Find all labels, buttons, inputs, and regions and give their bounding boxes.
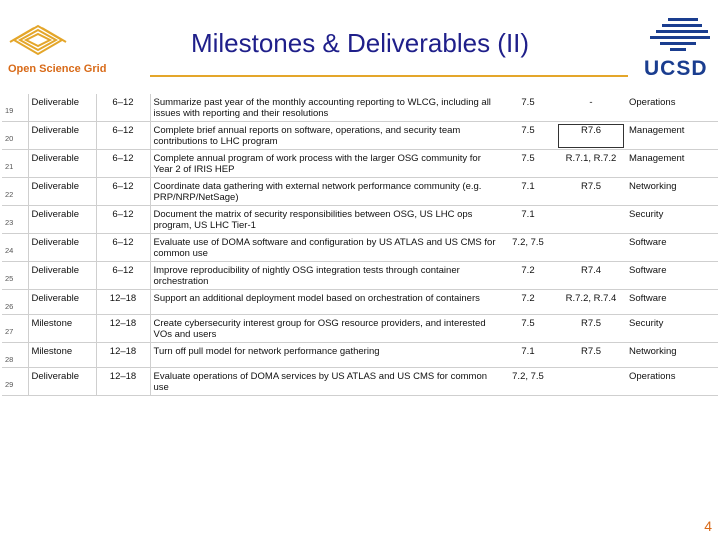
table-row: [2, 94, 718, 122]
page-title: Milestones & Deliverables (II): [190, 28, 530, 58]
row-date: 6–12: [96, 234, 150, 262]
row-requirement: R.7.1, R.7.2: [556, 150, 626, 178]
row-requirement: R7.6: [556, 122, 626, 150]
row-type: Deliverable: [28, 122, 96, 150]
ucsd-emblem-icon: [640, 14, 716, 58]
row-description: Evaluate operations of DOMA services by US ATLAS and US CMS for common use: [150, 368, 500, 396]
row-reference: 7.5: [500, 150, 556, 178]
row-description: Coordinate data gathering with external network performance community (e.g. PRP/NRP/NetSage): [150, 178, 500, 206]
row-reference: 7.5: [500, 94, 556, 122]
row-type: Deliverable: [28, 290, 96, 315]
table-row: [2, 368, 718, 396]
row-reference: 7.2, 7.5: [500, 234, 556, 262]
row-requirement: R7.5: [556, 343, 626, 368]
row-reference: 7.1: [500, 206, 556, 234]
row-description: Improve reproducibility of nightly OSG integration tests through container orchestration: [150, 262, 500, 290]
row-area: Software: [626, 262, 718, 290]
title-divider: [150, 75, 628, 77]
row-date: 6–12: [96, 206, 150, 234]
row-reference: 7.2: [500, 290, 556, 315]
table-row: [2, 234, 718, 262]
row-date: 12–18: [96, 368, 150, 396]
row-type: Deliverable: [28, 234, 96, 262]
row-area: Security: [626, 206, 718, 234]
row-reference: 7.2: [500, 262, 556, 290]
row-date: 12–18: [96, 343, 150, 368]
row-requirement: R7.5: [556, 178, 626, 206]
row-type: Deliverable: [28, 368, 96, 396]
milestones-table: [2, 94, 718, 396]
row-type: Deliverable: [28, 206, 96, 234]
row-area: Management: [626, 122, 718, 150]
row-type: Milestone: [28, 343, 96, 368]
row-description: Complete annual program of work process with the larger OSG community for Year 2 of IRIS HEP: [150, 150, 500, 178]
row-area: Operations: [626, 368, 718, 396]
row-number: 24: [2, 234, 28, 262]
row-reference: 7.1: [500, 343, 556, 368]
table-row: [2, 178, 718, 206]
osg-logo-text: Open Science Grid: [8, 63, 107, 75]
row-date: 6–12: [96, 178, 150, 206]
row-date: 12–18: [96, 290, 150, 315]
table-row: [2, 150, 718, 178]
row-type: Deliverable: [28, 178, 96, 206]
row-area: Networking: [626, 343, 718, 368]
row-number: 21: [2, 150, 28, 178]
row-requirement: R.7.2, R.7.4: [556, 290, 626, 315]
row-area: Security: [626, 315, 718, 343]
row-area: Software: [626, 234, 718, 262]
row-area: Management: [626, 150, 718, 178]
row-date: 6–12: [96, 262, 150, 290]
row-area: Networking: [626, 178, 718, 206]
row-type: Milestone: [28, 315, 96, 343]
row-requirement: R7.5: [556, 315, 626, 343]
table-row: [2, 290, 718, 315]
row-description: Document the matrix of security responsibilities between OSG, US LHC ops program, US LHC Tier-1: [150, 206, 500, 234]
row-requirement: [556, 368, 626, 396]
table-row: [2, 206, 718, 234]
row-number: 29: [2, 368, 28, 396]
row-reference: 7.1: [500, 178, 556, 206]
row-description: Summarize past year of the monthly accounting reporting to WLCG, including all issues with reporting and their resolutions: [150, 94, 500, 122]
row-type: Deliverable: [28, 150, 96, 178]
row-area: Software: [626, 290, 718, 315]
row-description: Turn off pull model for network performance gathering: [150, 343, 500, 368]
row-number: 25: [2, 262, 28, 290]
row-area: Operations: [626, 94, 718, 122]
row-description: Complete brief annual reports on software, operations, and security team contributions to LHC program: [150, 122, 500, 150]
row-date: 6–12: [96, 150, 150, 178]
table-row: [2, 262, 718, 290]
row-date: 12–18: [96, 315, 150, 343]
row-requirement: [556, 234, 626, 262]
table-row: [2, 343, 718, 368]
row-reference: 7.5: [500, 122, 556, 150]
row-description: Create cybersecurity interest group for OSG resource providers, and interested VOs and users: [150, 315, 500, 343]
row-description: Support an additional deployment model based on orchestration of containers: [150, 290, 500, 315]
table-body: [2, 94, 718, 396]
row-requirement: [556, 206, 626, 234]
row-requirement: -: [556, 94, 626, 122]
row-number: 20: [2, 122, 28, 150]
row-number: 27: [2, 315, 28, 343]
row-number: 28: [2, 343, 28, 368]
row-requirement: R7.4: [556, 262, 626, 290]
row-number: 19: [2, 94, 28, 122]
table-row: [2, 315, 718, 343]
row-date: 6–12: [96, 94, 150, 122]
page-number: 4: [704, 518, 712, 534]
row-number: 23: [2, 206, 28, 234]
table-row: [2, 122, 718, 150]
row-description: Evaluate use of DOMA software and configuration by US ATLAS and US CMS for common use: [150, 234, 500, 262]
row-reference: 7.2, 7.5: [500, 368, 556, 396]
row-number: 22: [2, 178, 28, 206]
row-date: 6–12: [96, 122, 150, 150]
row-number: 26: [2, 290, 28, 315]
ucsd-logo-text: UCSD: [644, 57, 708, 80]
row-type: Deliverable: [28, 94, 96, 122]
row-type: Deliverable: [28, 262, 96, 290]
row-reference: 7.5: [500, 315, 556, 343]
